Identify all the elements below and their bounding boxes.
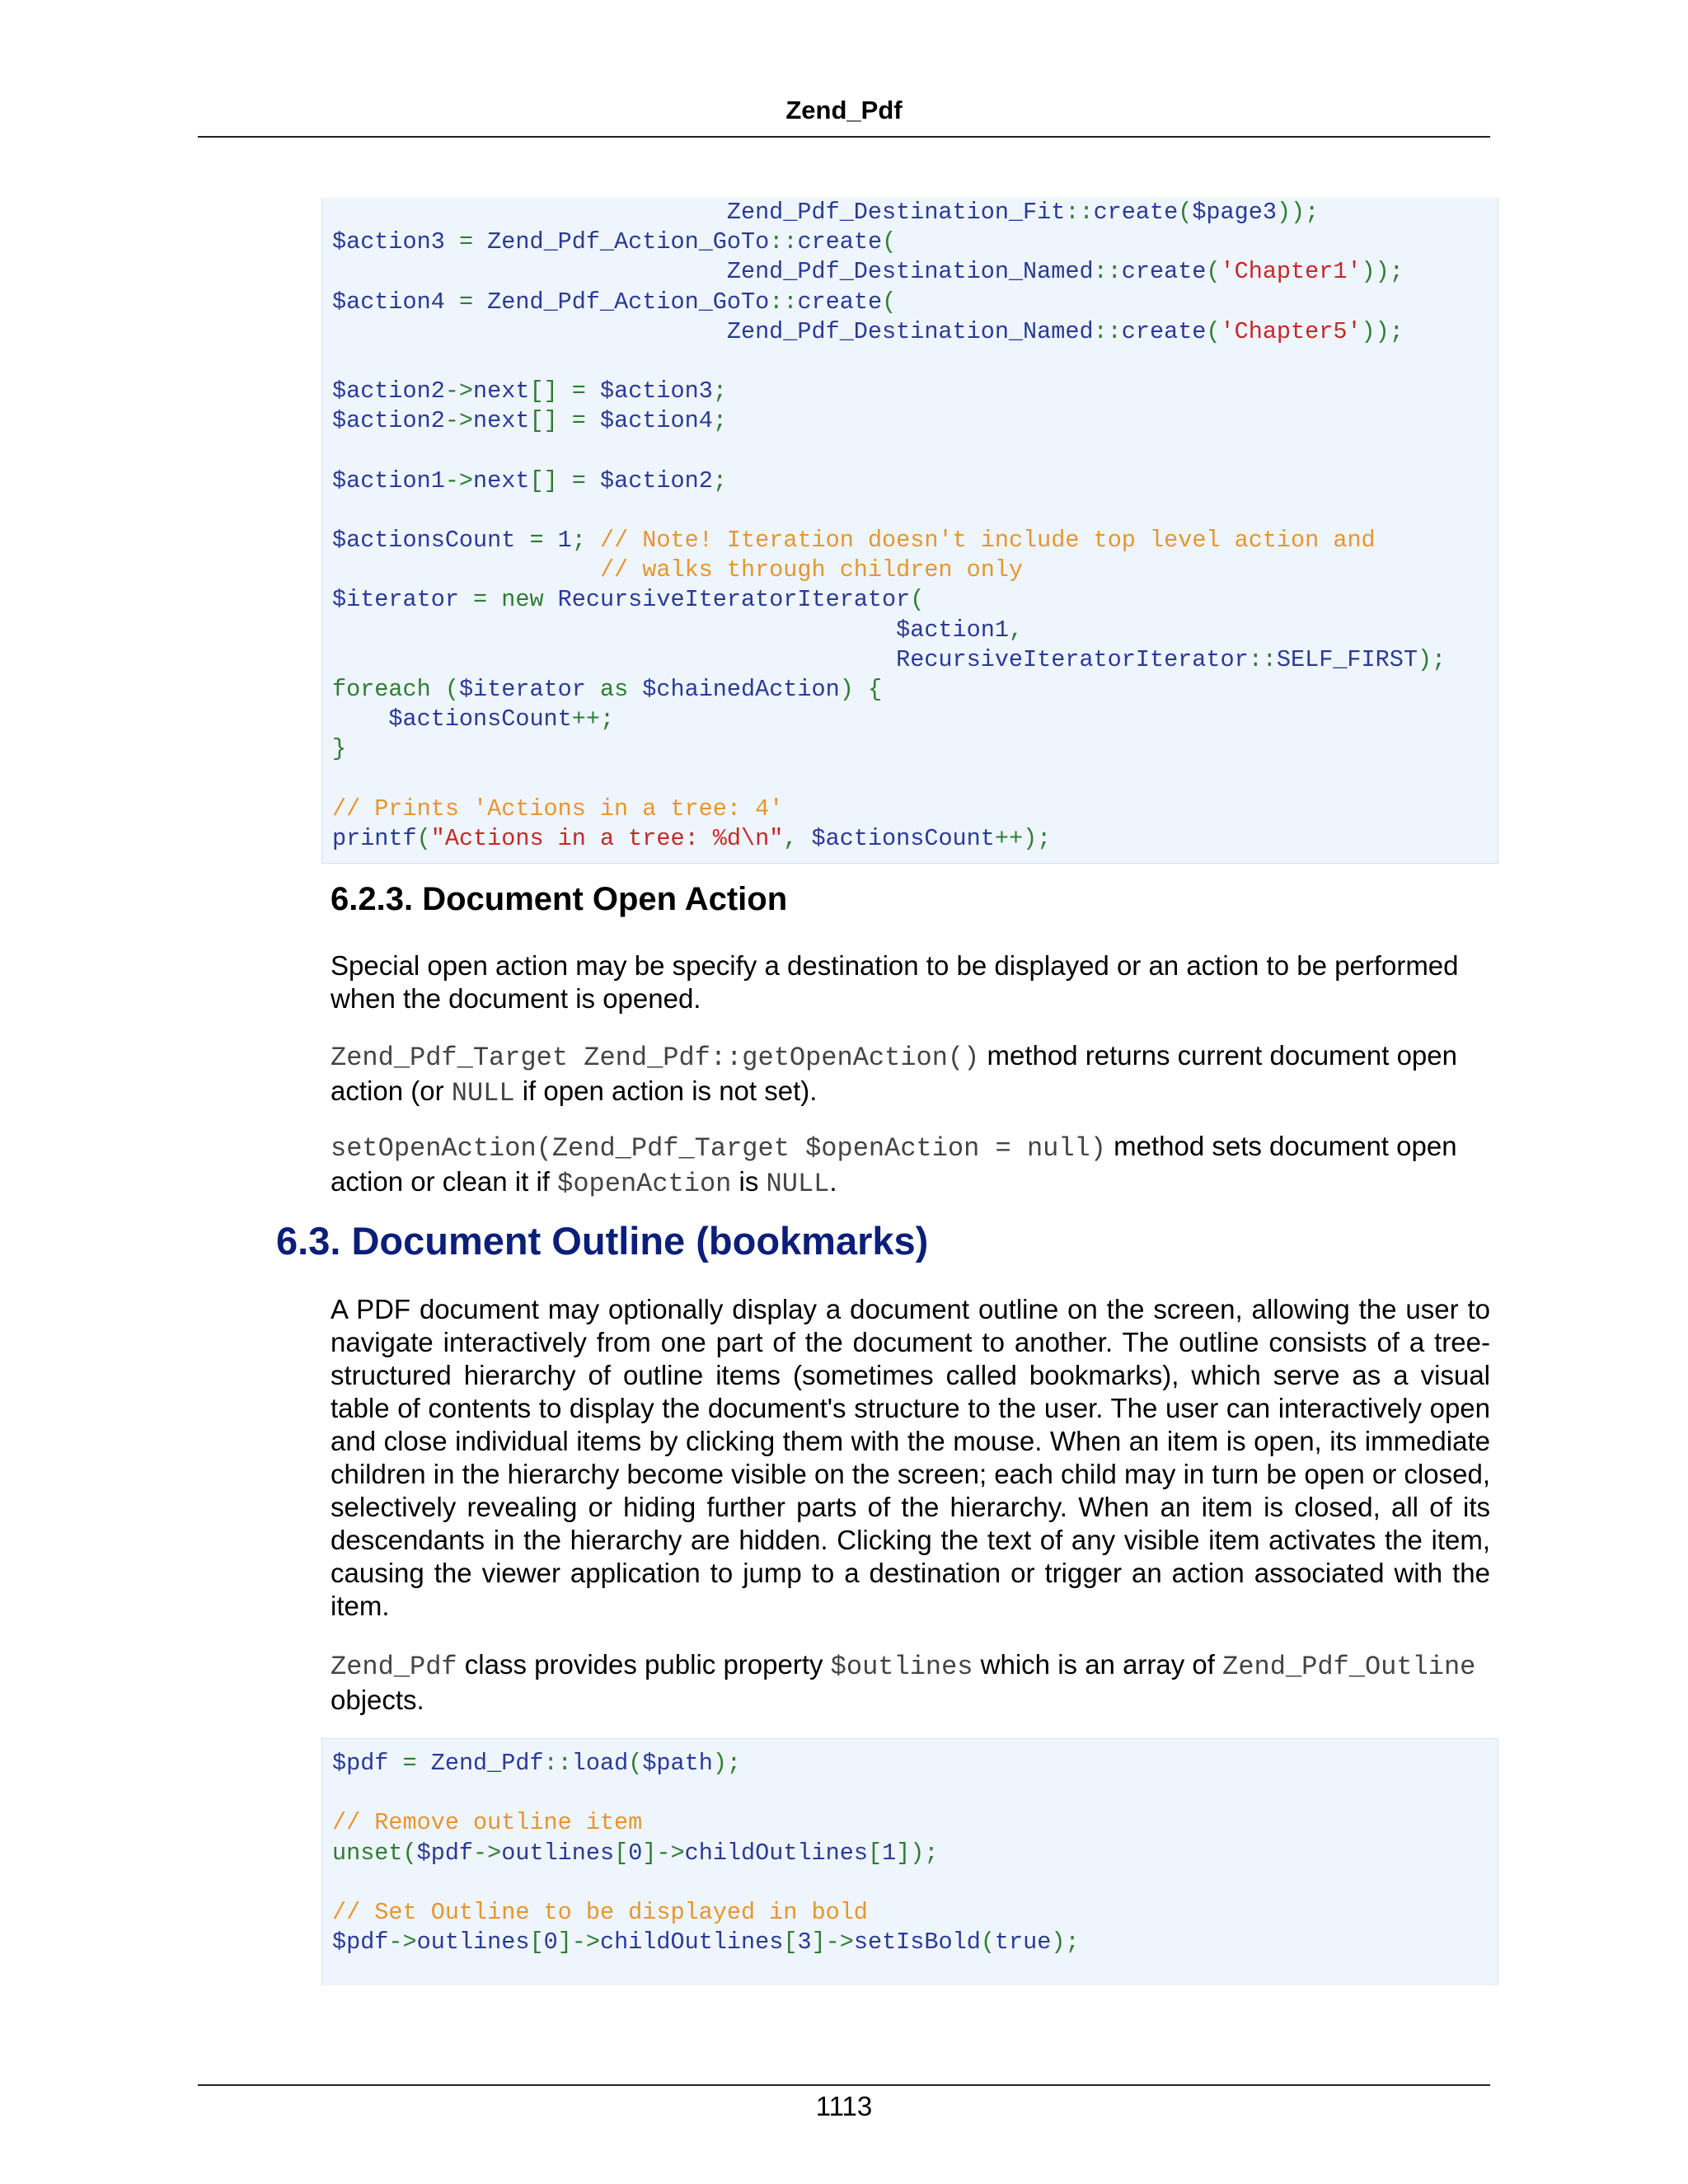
get-open-action-code: Zend_Pdf_Target Zend_Pdf::getOpenAction()	[331, 1043, 980, 1073]
code-line: foreach ($iterator as $chainedAction) {	[332, 676, 883, 703]
code-line: Zend_Pdf_Destination_Named::create('Chapter5'));	[332, 317, 1404, 345]
code-line: $action2->next[] = $action4;	[332, 407, 727, 435]
code-line: }	[332, 735, 347, 763]
code-line: $actionsCount = 1; // Note! Iteration doesn't include top level action and	[332, 527, 1376, 555]
code-line: $action1,	[332, 616, 1024, 644]
code-line: Zend_Pdf_Destination_Named::create('Chapter1'));	[332, 258, 1404, 286]
code-block-actions	[321, 198, 1498, 864]
outline-description-paragraph: A PDF document may optionally display a document outline on the screen, allowing the user to navigate interactively from one part of the document to another. The outline consists of a tree-structured hierarchy of outline items (sometimes called bookmarks), which serve as a visual table of contents to display the document's structure to the user. The user can interactively open and close individual items by clicking them with the mouse. When an item is open, its immediate children in the hierarchy become visible on the screen; each child may in turn be open or closed, selectively revealing or hiding further parts of the hierarchy. When an item is closed, all of its descendants in the hierarchy are hidden. Clicking the text of any visible item activates the item, causing the viewer application to jump to a destination or trigger an action associated with the item.	[331, 1294, 1490, 1621]
code-line: $action2->next[] = $action3;	[332, 377, 727, 405]
code-line: // Prints 'Actions in a tree: 4'	[332, 794, 784, 823]
paragraph-text: which is an array of	[973, 1649, 1223, 1680]
paragraph-text: method sets document open action or clean it if	[331, 1131, 1457, 1197]
set-open-action-paragraph	[331, 1130, 1490, 1201]
section-heading-document-outline: 6.3. Document Outline (bookmarks)	[276, 1219, 929, 1263]
code-line: Zend_Pdf_Destination_Fit::create($page3));	[332, 199, 1320, 226]
paragraph-text: if open action is not set).	[514, 1076, 818, 1106]
page-header-title: Zend_Pdf	[785, 96, 903, 124]
code-line	[332, 1868, 1498, 1898]
null-code: NULL	[451, 1078, 515, 1108]
header-rule	[198, 136, 1490, 138]
code-line: // Set Outline to be displayed in bold	[332, 1898, 868, 1926]
code-line	[332, 437, 1498, 466]
open-action-var-code: $openAction	[557, 1169, 732, 1199]
code-line	[332, 765, 1498, 794]
outlines-var-code: $outlines	[830, 1652, 973, 1682]
footer-rule	[198, 2084, 1490, 2086]
code-line: $action4 = Zend_Pdf_Action_GoTo::create(	[332, 288, 897, 316]
code-line: // Remove outline item	[332, 1809, 643, 1837]
code-line: // walks through children only	[332, 556, 1024, 584]
get-open-action-paragraph	[331, 1039, 1490, 1110]
page-number: 1113	[815, 2091, 873, 2121]
set-open-action-code: setOpenAction(Zend_Pdf_Target $openAction = null)	[331, 1133, 1106, 1164]
paragraph-text: .	[829, 1166, 837, 1197]
section-heading-document-open-action: 6.2.3. Document Open Action	[331, 881, 788, 917]
paragraph-text: objects.	[331, 1685, 424, 1715]
code-line: $iterator = new RecursiveIteratorIterator(	[332, 586, 925, 614]
paragraph-text: method returns current document open action (or	[331, 1040, 1457, 1106]
paragraph-text: is	[731, 1166, 767, 1197]
code-block-outlines	[321, 1738, 1498, 1985]
code-line: $actionsCount++;	[332, 705, 615, 733]
open-action-intro-paragraph: Special open action may be specify a destination to be displayed or an action to be performed when the document is opened.	[331, 950, 1459, 1014]
null-code: NULL	[766, 1169, 830, 1199]
zend-pdf-outline-code: Zend_Pdf_Outline	[1222, 1652, 1476, 1682]
code-line: $action3 = Zend_Pdf_Action_GoTo::create(	[332, 228, 897, 256]
code-line: RecursiveIteratorIterator::SELF_FIRST);	[332, 645, 1447, 673]
code-line: printf("Actions in a tree: %d\n", $actionsCount++);	[332, 824, 1052, 852]
code-line: $pdf->outlines[0]->childOutlines[3]->setIsBold(true);	[332, 1929, 1080, 1957]
code-line: $pdf = Zend_Pdf::load($path);	[332, 1750, 742, 1777]
code-line	[332, 347, 1498, 377]
code-line: unset($pdf->outlines[0]->childOutlines[1]);	[332, 1839, 939, 1867]
zend-pdf-code: Zend_Pdf	[331, 1652, 457, 1682]
paragraph-text: class provides public property	[457, 1649, 831, 1680]
code-line: $action1->next[] = $action2;	[332, 466, 727, 494]
outlines-property-paragraph	[331, 1648, 1490, 1717]
code-line	[332, 496, 1498, 526]
code-line	[332, 1779, 1498, 1808]
